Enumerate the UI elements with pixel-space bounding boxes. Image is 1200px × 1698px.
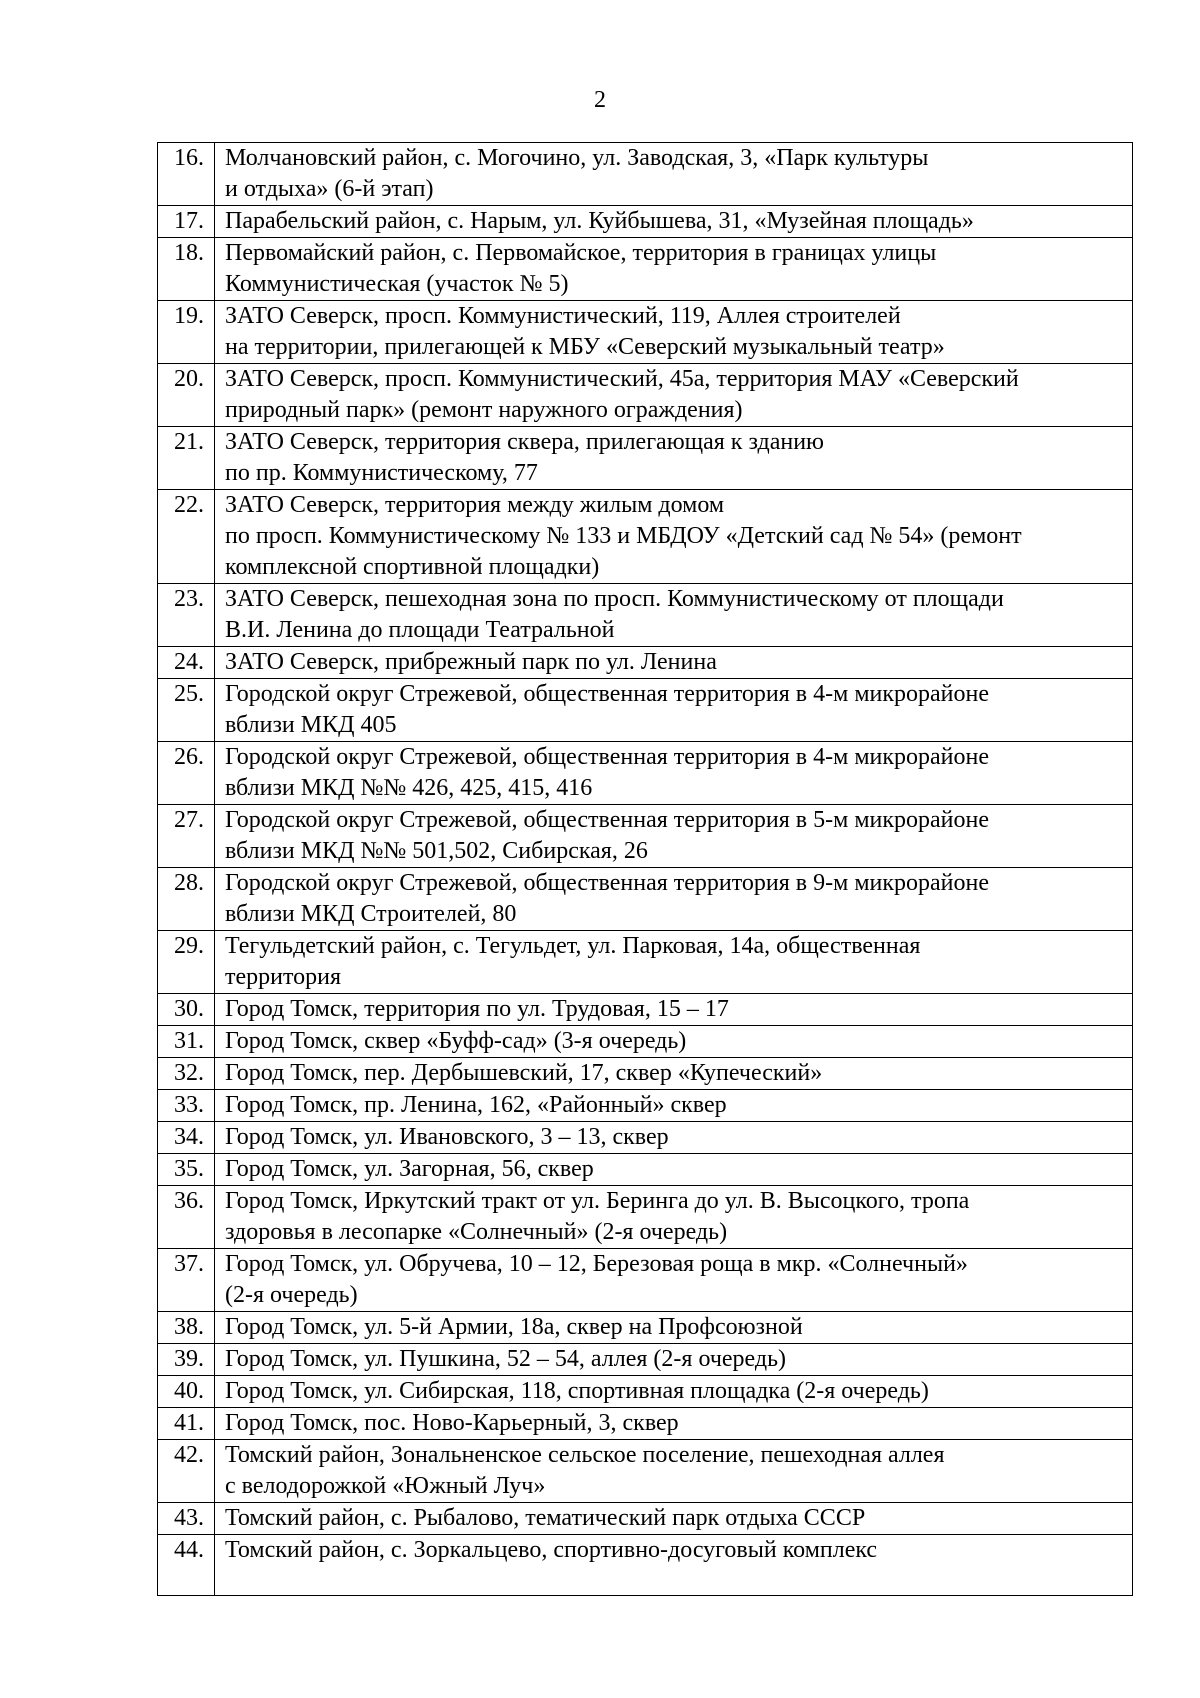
row-number-text: 19. xyxy=(174,303,204,329)
row-number xyxy=(158,647,215,679)
row-number xyxy=(158,490,215,584)
description-line: Городской округ Стрежевой, общественная территория в 4-м микрорайоне xyxy=(225,744,990,770)
description-line: (2-я очередь) xyxy=(225,1282,358,1308)
table-row xyxy=(158,1186,1133,1249)
row-number xyxy=(158,1026,215,1058)
description-line: и отдыха» (6-й этап) xyxy=(225,176,434,202)
description-line: вблизи МКД Строителей, 80 xyxy=(225,901,517,927)
row-number-text: 40. xyxy=(174,1378,204,1404)
table-row xyxy=(158,143,1133,206)
row-number xyxy=(158,143,215,206)
description-line: по пр. Коммунистическому, 77 xyxy=(225,460,538,486)
description-line: Городской округ Стрежевой, общественная территория в 4-м микрорайоне xyxy=(225,681,990,707)
table-row xyxy=(158,301,1133,364)
description-line: В.И. Ленина до площади Театральной xyxy=(225,617,615,643)
row-description xyxy=(215,1058,1133,1090)
description-line: Город Томск, пер. Дербышевский, 17, сквер «Купеческий» xyxy=(225,1060,823,1086)
row-description xyxy=(215,206,1133,238)
table-row xyxy=(158,679,1133,742)
row-number-text: 24. xyxy=(174,649,204,675)
territory-list-table xyxy=(157,142,1133,1596)
row-number xyxy=(158,364,215,427)
table-row xyxy=(158,1376,1133,1408)
description-line: вблизи МКД №№ 426, 425, 415, 416 xyxy=(225,775,593,801)
row-number xyxy=(158,679,215,742)
table-row xyxy=(158,1312,1133,1344)
row-number-text: 32. xyxy=(174,1060,204,1086)
row-number-text: 28. xyxy=(174,870,204,896)
row-description xyxy=(215,301,1133,364)
row-description xyxy=(215,143,1133,206)
description-line: Тегульдетский район, с. Тегульдет, ул. Парковая, 14а, общественная xyxy=(225,933,921,959)
description-line: Парабельский район, с. Нарым, ул. Куйбышева, 31, «Музейная площадь» xyxy=(225,208,974,234)
row-number-text: 44. xyxy=(174,1537,204,1563)
row-description xyxy=(215,647,1133,679)
description-line: Город Томск, территория по ул. Трудовая, 15 – 17 xyxy=(225,996,729,1022)
description-line: здоровья в лесопарке «Солнечный» (2-я очередь) xyxy=(225,1219,728,1245)
description-line: вблизи МКД №№ 501,502, Сибирская, 26 xyxy=(225,838,648,864)
row-number-text: 42. xyxy=(174,1442,204,1468)
row-description xyxy=(215,1312,1133,1344)
row-number xyxy=(158,1312,215,1344)
description-line: Город Томск, ул. Пушкина, 52 – 54, аллея (2-я очередь) xyxy=(225,1346,787,1372)
row-number-text: 21. xyxy=(174,429,204,455)
row-description xyxy=(215,1344,1133,1376)
row-number xyxy=(158,301,215,364)
description-line: Город Томск, сквер «Буфф-сад» (3-я очередь) xyxy=(225,1028,687,1054)
description-line: Коммунистическая (участок № 5) xyxy=(225,271,569,297)
description-line: Город Томск, ул. Загорная, 56, сквер xyxy=(225,1156,594,1182)
description-line: Город Томск, ул. Сибирская, 118, спортивная площадка (2-я очередь) xyxy=(225,1378,929,1404)
row-description xyxy=(215,1249,1133,1312)
row-number xyxy=(158,1154,215,1186)
row-description xyxy=(215,364,1133,427)
row-number-text: 38. xyxy=(174,1314,204,1340)
row-number-text: 37. xyxy=(174,1251,204,1277)
row-number-text: 22. xyxy=(174,492,204,518)
table-row xyxy=(158,1408,1133,1440)
table-row xyxy=(158,364,1133,427)
description-line: природный парк» (ремонт наружного ограждения) xyxy=(225,397,743,423)
row-number xyxy=(158,1440,215,1503)
description-line: Город Томск, пос. Ново-Карьерный, 3, сквер xyxy=(225,1410,679,1436)
table-row xyxy=(158,490,1133,584)
description-line: Молчановский район, с. Могочино, ул. Заводская, 3, «Парк культуры xyxy=(225,145,929,171)
table-row xyxy=(158,1344,1133,1376)
description-line: Город Томск, ул. 5-й Армии, 18а, сквер на Профсоюзной xyxy=(225,1314,803,1340)
row-number-text: 29. xyxy=(174,933,204,959)
description-line: ЗАТО Северск, территория сквера, прилегающая к зданию xyxy=(225,429,824,455)
row-number-text: 17. xyxy=(174,208,204,234)
row-number xyxy=(158,1376,215,1408)
row-number xyxy=(158,994,215,1026)
row-description xyxy=(215,238,1133,301)
row-number xyxy=(158,1186,215,1249)
description-line: Город Томск, пр. Ленина, 162, «Районный» сквер xyxy=(225,1092,727,1118)
row-number-text: 35. xyxy=(174,1156,204,1182)
row-number xyxy=(158,931,215,994)
row-number xyxy=(158,238,215,301)
row-description xyxy=(215,994,1133,1026)
row-description xyxy=(215,584,1133,647)
row-number-text: 23. xyxy=(174,586,204,612)
description-line: Город Томск, Иркутский тракт от ул. Беринга до ул. В. Высоцкого, тропа xyxy=(225,1188,970,1214)
table-row xyxy=(158,647,1133,679)
description-line: Томский район, с. Зоркальцево, спортивно-досуговый комплекс xyxy=(225,1537,878,1563)
description-line: ЗАТО Северск, просп. Коммунистический, 45а, территория МАУ «Северский xyxy=(225,366,1019,392)
row-number xyxy=(158,584,215,647)
row-description xyxy=(215,805,1133,868)
table-row xyxy=(158,1122,1133,1154)
row-number-text: 27. xyxy=(174,807,204,833)
row-description xyxy=(215,868,1133,931)
table-row xyxy=(158,206,1133,238)
description-line: на территории, прилегающей к МБУ «Северский музыкальный театр» xyxy=(225,334,945,360)
description-line: с велодорожкой «Южный Луч» xyxy=(225,1473,546,1499)
description-line: территория xyxy=(225,964,342,990)
row-number-text: 39. xyxy=(174,1346,204,1372)
row-number xyxy=(158,1249,215,1312)
row-number xyxy=(158,1090,215,1122)
table-row xyxy=(158,1503,1133,1535)
row-number xyxy=(158,1408,215,1440)
row-description xyxy=(215,742,1133,805)
row-number-text: 26. xyxy=(174,744,204,770)
table-row xyxy=(158,1026,1133,1058)
description-line: комплексной спортивной площадки) xyxy=(225,554,600,580)
table-row xyxy=(158,994,1133,1026)
row-number-text: 25. xyxy=(174,681,204,707)
row-number-text: 30. xyxy=(174,996,204,1022)
description-line: Томский район, Зональненское сельское поселение, пешеходная аллея xyxy=(225,1442,945,1468)
row-number xyxy=(158,1058,215,1090)
description-line: Город Томск, ул. Обручева, 10 – 12, Березовая роща в мкр. «Солнечный» xyxy=(225,1251,968,1277)
table-row xyxy=(158,1058,1133,1090)
description-line: по просп. Коммунистическому № 133 и МБДОУ «Детский сад № 54» (ремонт xyxy=(225,523,1022,549)
row-number xyxy=(158,1344,215,1376)
row-description xyxy=(215,1535,1133,1596)
row-description xyxy=(215,1376,1133,1408)
row-number xyxy=(158,805,215,868)
table-row xyxy=(158,742,1133,805)
row-description xyxy=(215,490,1133,584)
row-number xyxy=(158,1122,215,1154)
row-number-text: 18. xyxy=(174,240,204,266)
row-number-text: 43. xyxy=(174,1505,204,1531)
row-number xyxy=(158,868,215,931)
row-number-text: 34. xyxy=(174,1124,204,1150)
description-line: ЗАТО Северск, территория между жилым домом xyxy=(225,492,725,518)
row-description xyxy=(215,1090,1133,1122)
row-description xyxy=(215,679,1133,742)
row-description xyxy=(215,427,1133,490)
description-line: Первомайский район, с. Первомайское, территория в границах улицы xyxy=(225,240,937,266)
table-row xyxy=(158,868,1133,931)
row-number xyxy=(158,742,215,805)
row-number-text: 20. xyxy=(174,366,204,392)
description-line: вблизи МКД 405 xyxy=(225,712,397,738)
row-description xyxy=(215,1503,1133,1535)
row-number xyxy=(158,1503,215,1535)
row-description xyxy=(215,1154,1133,1186)
table-row xyxy=(158,1249,1133,1312)
row-description xyxy=(215,931,1133,994)
table-row xyxy=(158,1154,1133,1186)
row-number-text: 31. xyxy=(174,1028,204,1054)
row-description xyxy=(215,1186,1133,1249)
table-row xyxy=(158,584,1133,647)
table-row xyxy=(158,238,1133,301)
table-row xyxy=(158,931,1133,994)
description-line: ЗАТО Северск, пешеходная зона по просп. Коммунистическому от площади xyxy=(225,586,1004,612)
description-line: ЗАТО Северск, просп. Коммунистический, 119, Аллея строителей xyxy=(225,303,901,329)
description-line: Томский район, с. Рыбалово, тематический парк отдыха СССР xyxy=(225,1505,866,1531)
row-number-text: 41. xyxy=(174,1410,204,1436)
row-number xyxy=(158,206,215,238)
description-line: Городской округ Стрежевой, общественная территория в 9-м микрорайоне xyxy=(225,870,990,896)
description-line: Город Томск, ул. Ивановского, 3 – 13, сквер xyxy=(225,1124,669,1150)
description-line: Городской округ Стрежевой, общественная территория в 5-м микрорайоне xyxy=(225,807,990,833)
blank-space xyxy=(225,1566,1126,1595)
row-description xyxy=(215,1408,1133,1440)
row-number-text: 33. xyxy=(174,1092,204,1118)
table-row xyxy=(158,427,1133,490)
description-line: ЗАТО Северск, прибрежный парк по ул. Ленина xyxy=(225,649,717,675)
table-body xyxy=(158,143,1133,1596)
row-number-text: 16. xyxy=(174,145,204,171)
row-description xyxy=(215,1440,1133,1503)
row-number xyxy=(158,1535,215,1596)
row-number xyxy=(158,427,215,490)
table-row xyxy=(158,805,1133,868)
page-number: 2 xyxy=(594,87,606,113)
row-description xyxy=(215,1122,1133,1154)
row-number-text: 36. xyxy=(174,1188,204,1214)
table-row xyxy=(158,1440,1133,1503)
row-description xyxy=(215,1026,1133,1058)
table-row xyxy=(158,1535,1133,1596)
table-row xyxy=(158,1090,1133,1122)
